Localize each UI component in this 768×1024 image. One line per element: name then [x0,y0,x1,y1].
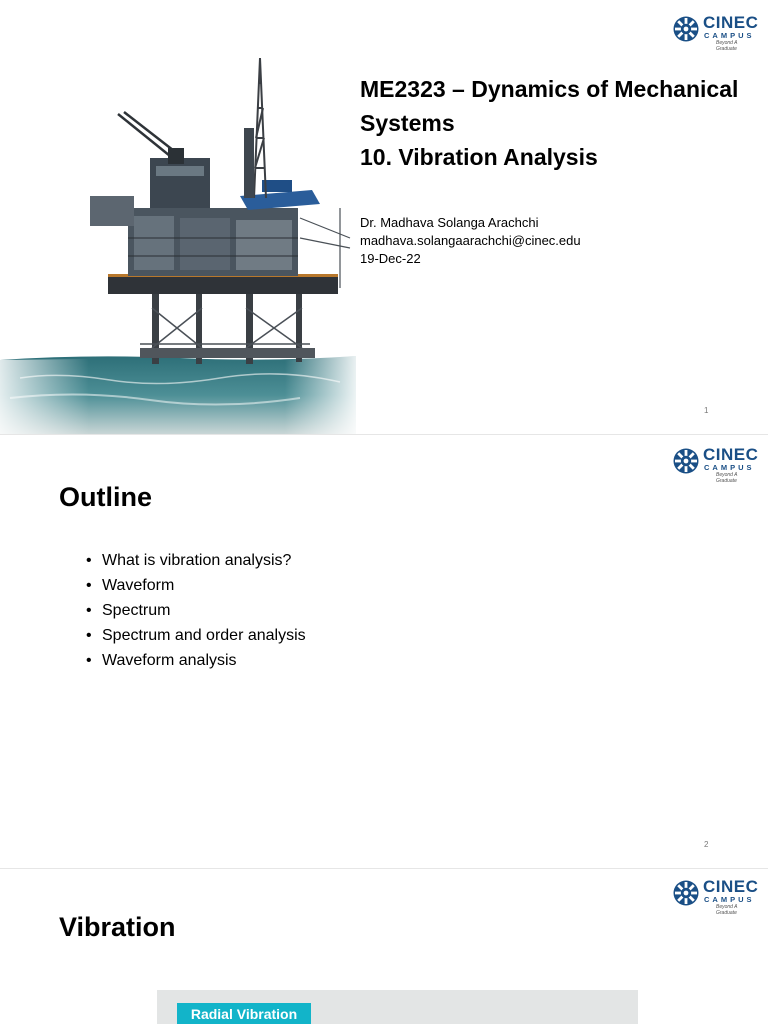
list-item: • Waveform [86,573,306,598]
logo-sub: CAMPUS [704,895,755,904]
list-item: • What is vibration analysis? [86,548,306,573]
slide-heading: Vibration [59,912,176,942]
title-line-2: Systems [360,110,455,136]
slide-date: 19-Dec-22 [360,251,421,266]
bullet-icon: • [86,652,92,669]
list-item: • Spectrum [86,598,306,623]
cinec-gear-icon [672,879,700,907]
slide-2 [0,434,768,868]
logo-tagline: Beyond A Graduate [716,472,738,484]
logo-tagline: Beyond A Graduate [716,40,738,52]
bullet-icon: • [86,577,92,594]
slide-divider [0,868,768,869]
slide-1 [0,0,768,434]
title-line-3: 10. Vibration Analysis [360,144,598,170]
slide-3 [0,868,768,1024]
logo-brand: CINEC [703,877,759,896]
bullet-icon: • [86,602,92,619]
oil-rig-image [0,48,356,434]
cinec-gear-icon [672,15,700,43]
radial-vibration-figure [157,990,638,1024]
list-item: • Waveform analysis [86,648,306,673]
bullet-icon: • [86,552,92,569]
slide-heading: Outline [59,482,152,512]
cinec-logo [672,876,759,916]
figure-label: Radial Vibration [177,1003,311,1024]
cinec-gear-icon [672,447,700,475]
logo-sub: CAMPUS [704,463,755,472]
author-email: madhava.solangaarachchi@cinec.edu [360,233,581,248]
list-item: • Spectrum and order analysis [86,623,306,648]
logo-sub: CAMPUS [704,31,755,40]
cinec-logo [672,444,759,484]
bullet-icon: • [86,627,92,644]
slide-title [360,72,768,174]
cinec-logo [672,12,759,52]
title-line-1: ME2323 – Dynamics of Mechanical [360,76,739,102]
page-number: 1 [704,406,709,415]
logo-brand: CINEC [703,445,759,464]
page-number: 2 [704,840,709,849]
author-name: Dr. Madhava Solanga Arachchi [360,215,539,230]
author-block [360,214,581,268]
logo-brand: CINEC [703,13,759,32]
logo-tagline: Beyond A Graduate [716,904,738,916]
outline-list [86,548,306,673]
slide-divider [0,434,768,435]
